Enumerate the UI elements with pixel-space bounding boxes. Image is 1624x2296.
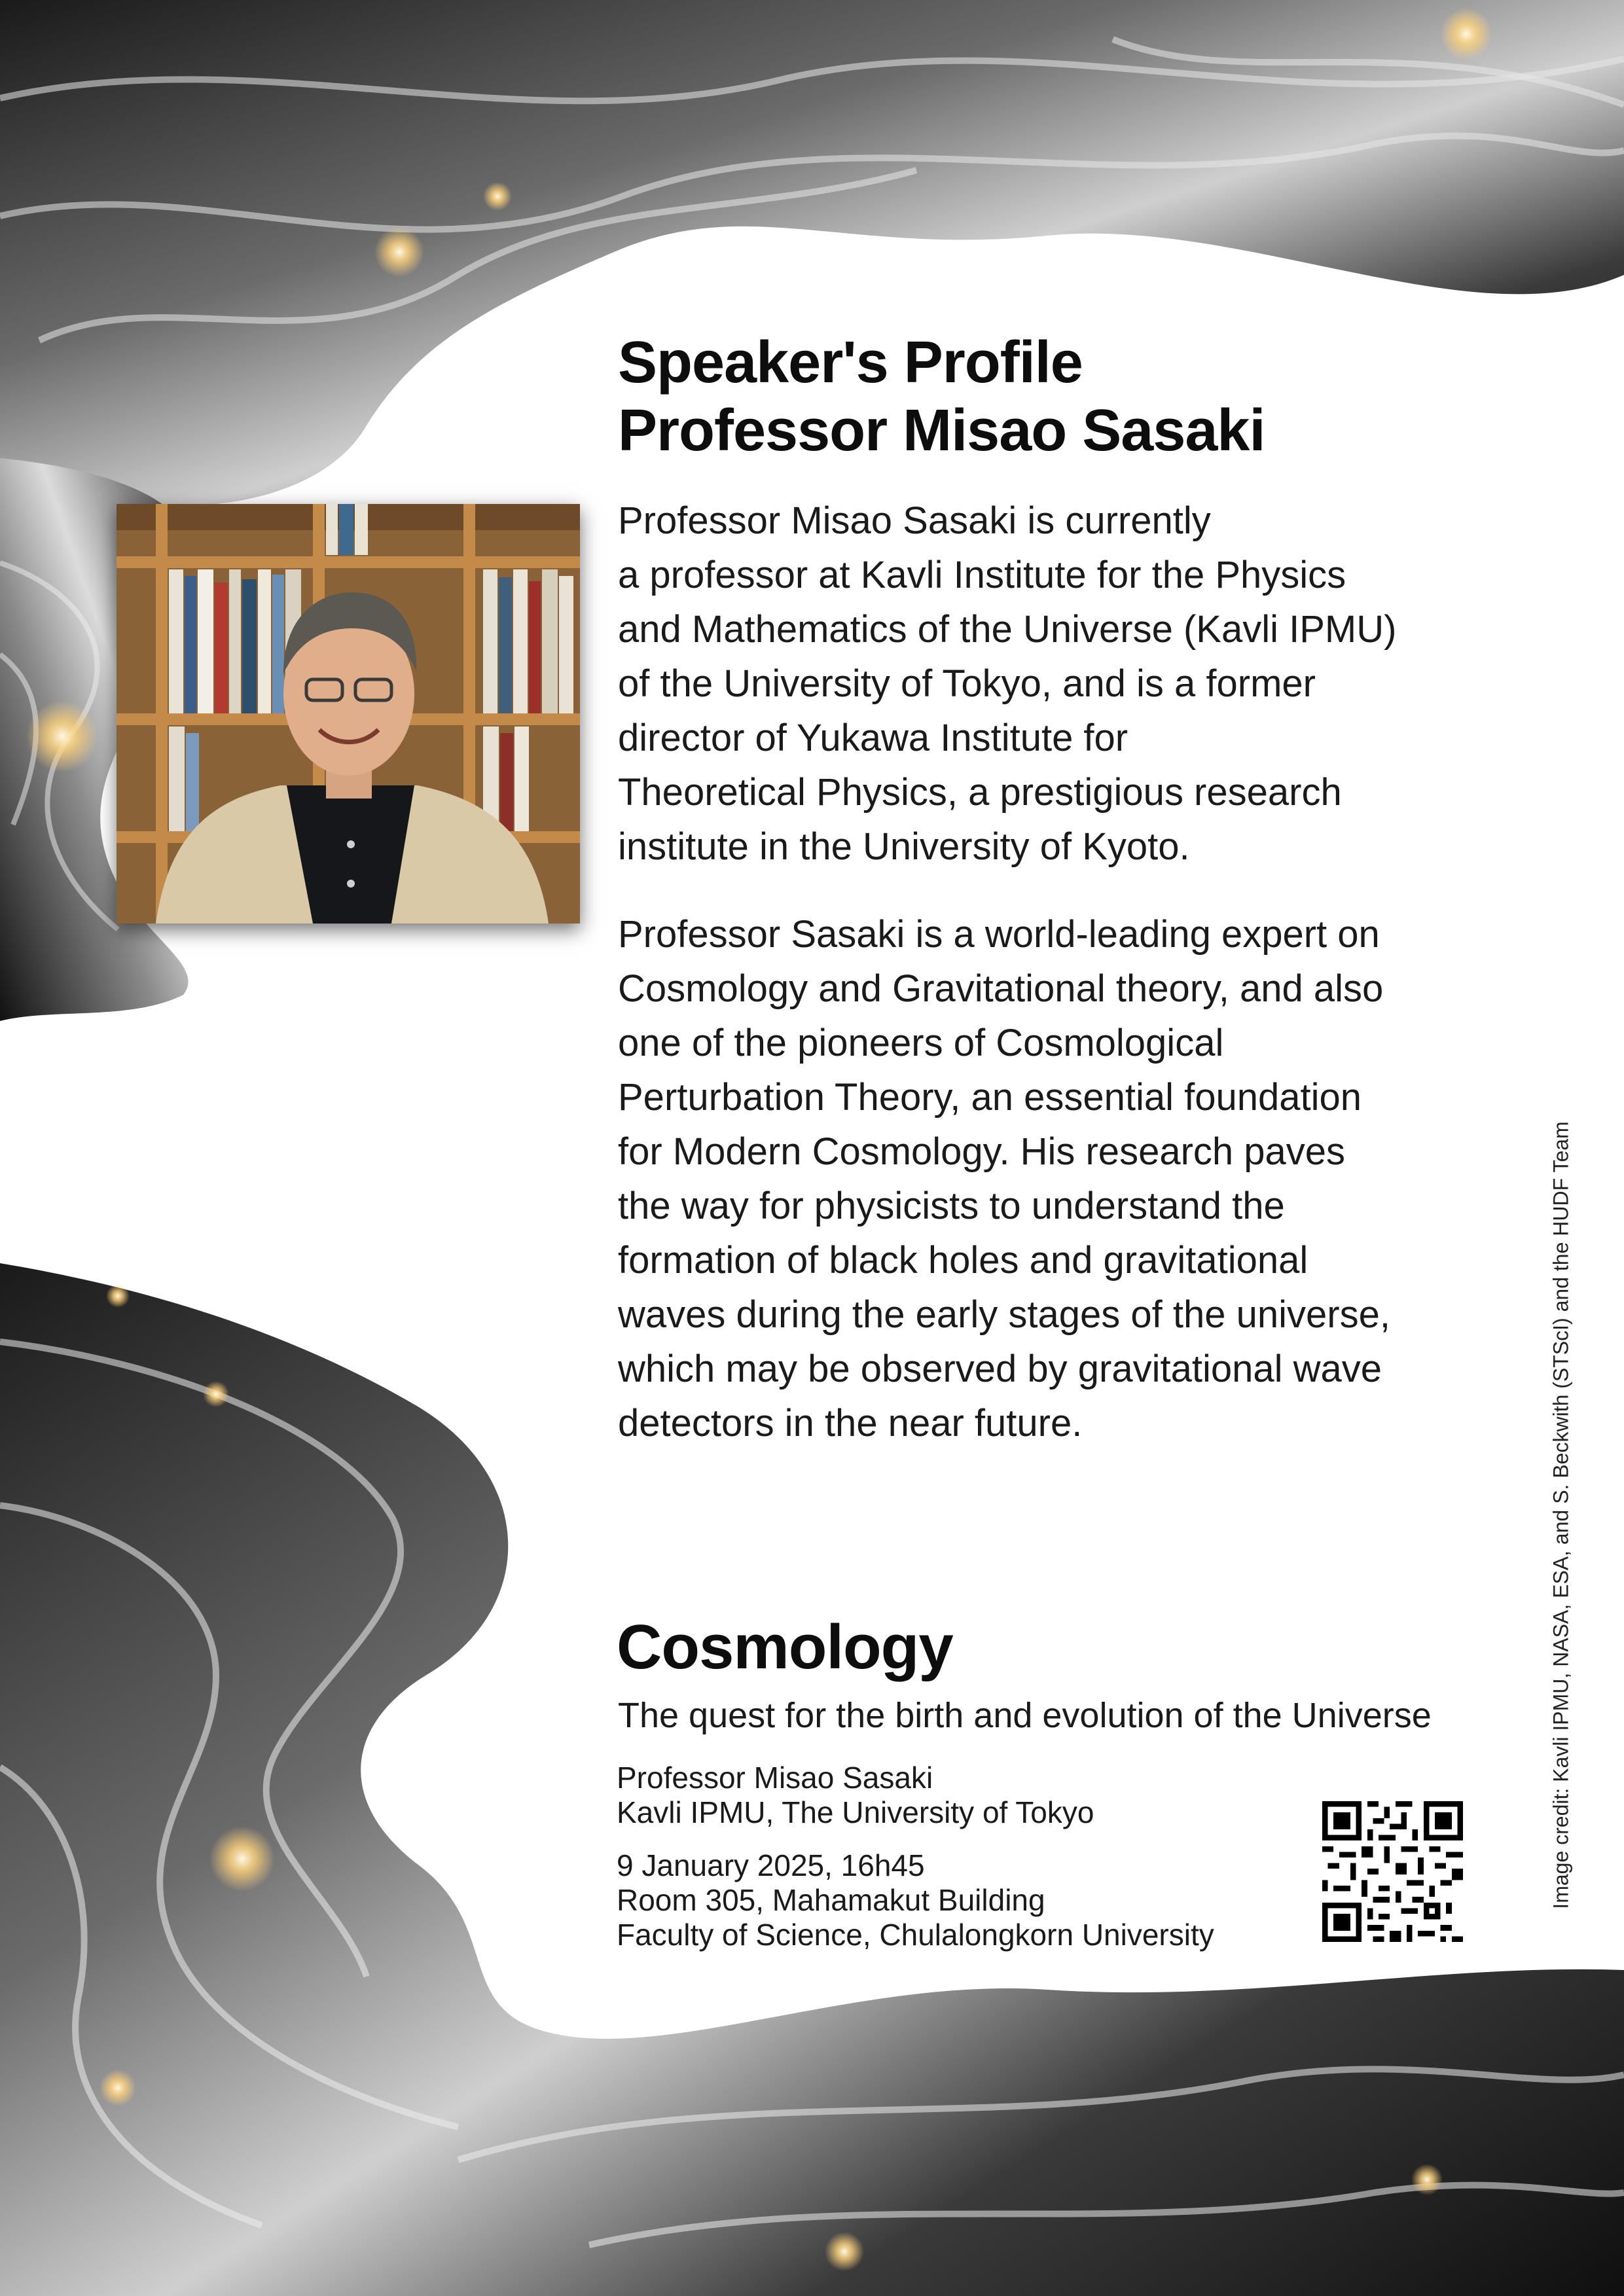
profile-heading-title: Speaker's Profile [618,330,1083,395]
text-line: for Modern Cosmology. His research paves [618,1130,1346,1173]
event-venue: Faculty of Science, Chulalongkorn University [617,1918,1214,1952]
text-line: and Mathematics of the Universe (Kavli IPMU) [618,608,1397,651]
event-datetime: 9 January 2025, 16h45 [617,1848,925,1882]
event-details [617,1848,1337,1952]
text-line: Professor Misao Sasaki is currently [618,499,1211,542]
profile-heading [618,329,1534,465]
text-line: of the University of Tokyo, and is a former [618,662,1316,705]
text-line: Theoretical Physics, a prestigious research [618,771,1342,814]
talk-title: Cosmology [617,1612,953,1682]
text-line: director of Yukawa Institute for [618,717,1128,759]
speaker-info [617,1761,1337,1830]
text-line: formation of black holes and gravitational [618,1239,1308,1282]
profile-paragraph-2 [618,907,1489,1450]
text-line: Perturbation Theory, an essential foundation [618,1076,1362,1119]
speaker-portrait [117,504,580,924]
qr-code-icon[interactable] [1322,1801,1463,1942]
text-line: Professor Sasaki is a world-leading expert on [618,913,1380,956]
talk-subtitle: The quest for the birth and evolution of the Universe [618,1696,1432,1735]
image-credit [1528,1116,1594,1914]
text-line: the way for physicists to understand the [618,1185,1285,1227]
text-line: institute in the University of Kyoto. [618,825,1190,868]
speaker-name: Professor Misao Sasaki [617,1761,933,1795]
profile-paragraph-1 [618,493,1489,874]
text-line: a professor at Kavli Institute for the Physics [618,554,1346,596]
text-line: waves during the early stages of the universe, [618,1293,1390,1336]
speaker-affiliation: Kavli IPMU, The University of Tokyo [617,1795,1094,1829]
text-line: which may be observed by gravitational wave [618,1348,1382,1390]
image-credit-text: Image credit: Kavli IPMU, NASA, ESA, and S. Beckwith (STScI) and the HUDF Team [1549,1121,1573,1909]
profile-heading-speaker: Professor Misao Sasaki [618,398,1265,463]
event-room: Room 305, Mahamakut Building [617,1883,1045,1917]
text-line: detectors in the near future. [618,1402,1083,1444]
text-line: Cosmology and Gravitational theory, and also [618,967,1384,1010]
text-line: one of the pioneers of Cosmological [618,1022,1224,1064]
